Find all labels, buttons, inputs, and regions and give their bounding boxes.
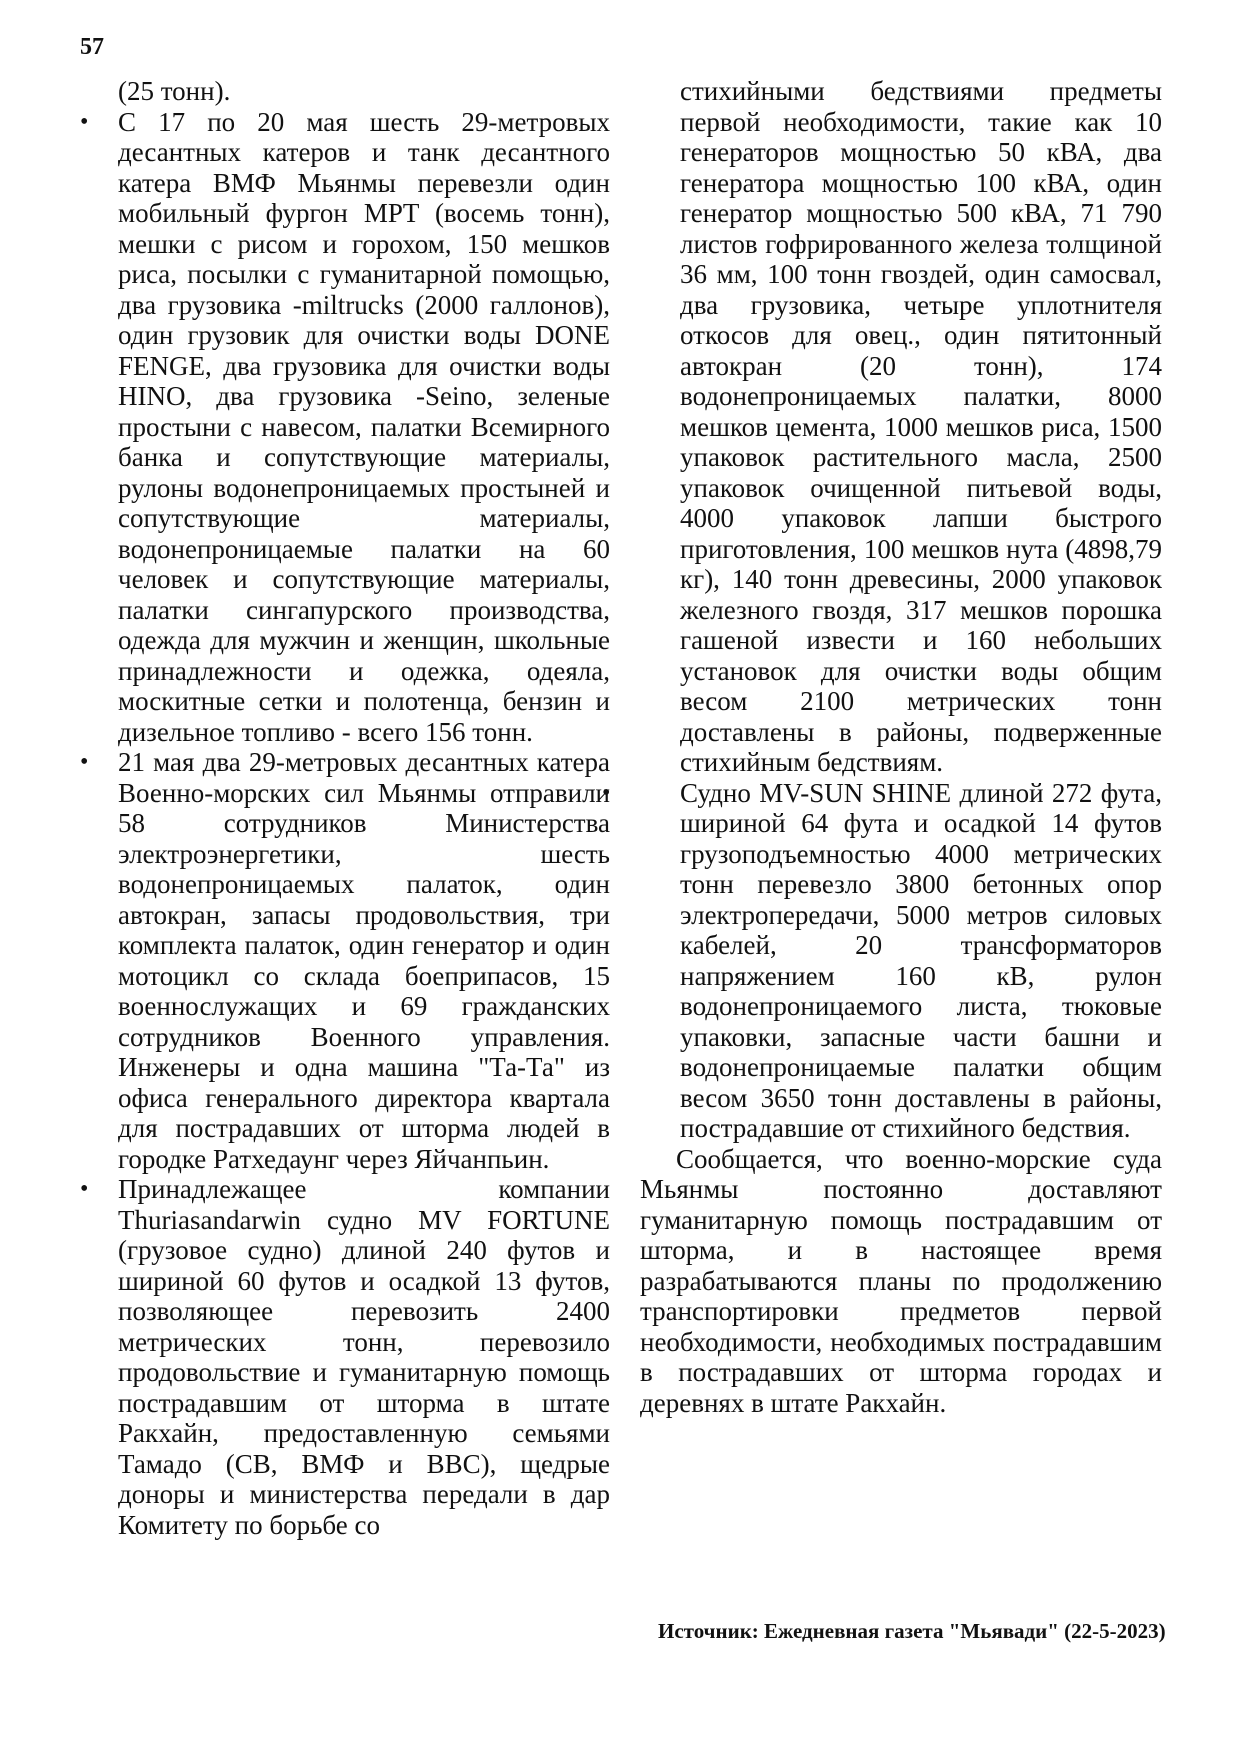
right-column — [640, 76, 1162, 1418]
bullet-item: • 21 мая два 29-метровых десантных катера Военно-морских сил Мьянмы отправили 58 сотрудников Министерства электроэнергетики, шесть водонепроницаемых палаток, один автокран, запасы продовольствия, три комплекта палаток, один генератор и один мотоцикл со склада боеприпасов, 15 военнослужащих и 69 гражданских сотрудников Военного управления. Инженеры и одна машина "Та-Та" из офиса генерального директора квартала для пострадавших от шторма людей в городке Ратхедаунг через Яйчанпьин. — [118, 747, 610, 1174]
bullet-item: • С 17 по 20 мая шесть 29-метровых десантных катеров и танк десантного катера ВМФ Мьянмы перевезли один мобильный фургон MPT (восемь тонн), мешки с рисом и горохом, 150 мешков риса, посылки с гуманитарной помощью, два грузовика -miltrucks (2000 галлонов), один грузовик для очистки воды DONE FENGE, два грузовика для очистки воды HINO, два грузовика -Seino, зеленые простыни с навесом, палатки Всемирного банка и сопутствующие материалы, рулоны водонепроницаемых простыней и сопутствующие материалы, водонепроницаемые палатки на 60 человек и сопутствующие материалы, палатки сингапурского производства, одежда для мужчин и женщин, школьные принадлежности и одежка, одеяла, москитные сетки и полотенца, бензин и дизельное топливо - всего 156 тонн. — [118, 107, 610, 748]
page-number: 57 — [80, 34, 104, 60]
bullet-item: • Принадлежащее компании Thuriasandarwin судно MV FORTUNE (грузовое судно) длиной 240 футов и шириной 60 футов и осадкой 13 футов, позволяющее перевозить 2400 метрических тонн, перевозило продовольствие и гуманитарную помощь пострадавшим от шторма в штате Ракхайн, предоставленную семьями Тамадо (СВ, ВМФ и ВВС), щедрые доноры и министерства передали в дар Комитету по борьбе со — [118, 1174, 610, 1540]
left-column — [118, 76, 610, 1540]
right-continuation: стихийными бедствиями предметы первой необходимости, такие как 10 генераторов мощностью 50 кВА, два генератора мощностью 100 кВА, один генератор мощностью 500 кВА, 71 790 листов гофрированного железа толщиной 36 мм, 100 тонн гвоздей, один самосвал, два грузовика, четыре уплотнителя откосов для овец., один пятитонный автокран (20 тонн), 174 водонепроницаемых палатки, 8000 мешков цемента, 1000 мешков риса, 1500 упаковок растительного масла, 2500 упаковок очищенной питьевой воды, 4000 упаковок лапши быстрого приготовления, 100 мешков нута (4898,79 кг), 140 тонн древесины, 2000 упаковок железного гвоздя, 317 мешков порошка гашеной извести и 160 небольших установок для очистки воды общим весом 2100 метрических тонн доставлены в районы, подверженные стихийным бедствиям. — [680, 76, 1162, 777]
source-citation: Источник: Ежедневная газета "Мьявади" (22-5-2023) — [658, 1619, 1166, 1643]
left-continuation: (25 тонн). — [118, 76, 231, 106]
bullet-item: • Судно MV-SUN SHINE длиной 272 фута, шириной 64 фута и осадкой 14 футов грузоподъемностью 4000 метрических тонн перевезло 3800 бетонных опор электропередачи, 5000 метров силовых кабелей, 20 трансформаторов напряжением 160 кВ, рулон водонепроницаемого листа, тюковые упаковки, запасные части башни и водонепроницаемые палатки общим весом 3650 тонн доставлены в районы, пострадавшие от стихийного бедствия. — [640, 778, 1162, 1144]
closing-paragraph: Сообщается, что военно-морские суда Мьянмы постоянно доставляют гуманитарную помощь пострадавшим от шторма, и в настоящее время разрабатываются планы по продолжению транспортировки предметов первой необходимости, необходимых пострадавшим в пострадавших от шторма городах и деревнях в штате Ракхайн. — [640, 1143, 1162, 1418]
